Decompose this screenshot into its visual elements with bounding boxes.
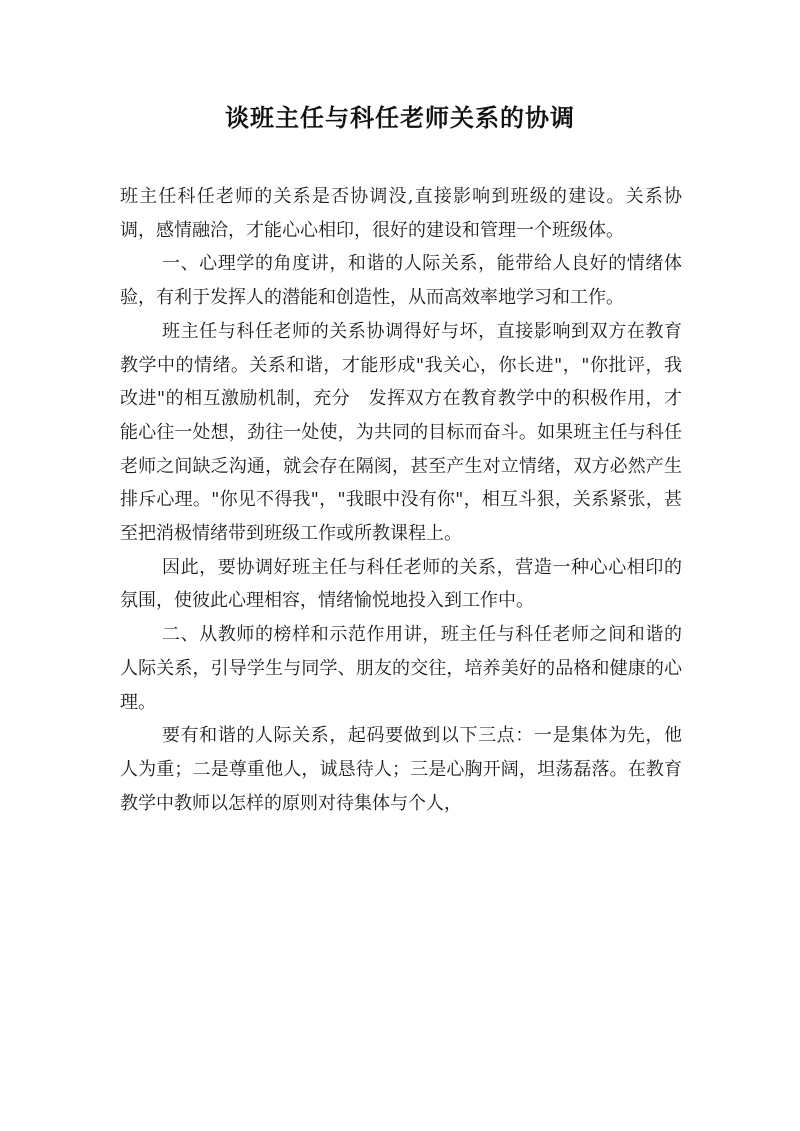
paragraph-1: 班主任科任老师的关系是否协调没,直接影响到班级的建设。关系协调，感情融洽，才能心心相印，很好的建设和管理一个班级体。: [120, 186, 682, 241]
document-body: [120, 180, 682, 820]
paragraph-2: 一、心理学的角度讲，和谐的人际关系，能带给人良好的情绪体验，有利于发挥人的潜能和创造性，从而高效率地学习和工作。: [120, 253, 682, 309]
paragraph-4: 因此，要协调好班主任与科任老师的关系，营造一种心心相印的氛围，使彼此心理相容，情绪愉悦地投入到工作中。: [120, 556, 682, 612]
page-title: 谈班主任与科任老师关系的协调: [225, 104, 575, 132]
paragraph-5: 二、从教师的榜样和示范作用讲，班主任与科任老师之间和谐的人际关系，引导学生与同学、朋友的交往，培养美好的品格和健康的心理。: [120, 624, 682, 713]
paragraph-3: 班主任与科任老师的关系协调得好与坏，直接影响到双方在教育教学中的情绪。关系和谐，才能形成"我关心，你长进"，"你批评，我改进"的相互激励机制，充分 发挥双方在教育教学中的积极作用，才能心往一处想，劲往一处使，为共同的目标而奋斗。如果班主任与科任老师之间缺乏沟通，就会存在隔阂，甚至产生对立情绪，双方必然产生排斥心理。"你见不得我"，"我眼中没有你"，相互斗狠，关系紧张，甚至把消极情绪带到班级工作或所教课程上。: [120, 320, 682, 545]
paragraph-6: 要有和谐的人际关系，起码要做到以下三点：一是集体为先，他人为重；二是尊重他人，诚恳待人；三是心胸开阔，坦荡磊落。在教育教学中教师以怎样的原则对待集体与个人，: [120, 725, 682, 814]
